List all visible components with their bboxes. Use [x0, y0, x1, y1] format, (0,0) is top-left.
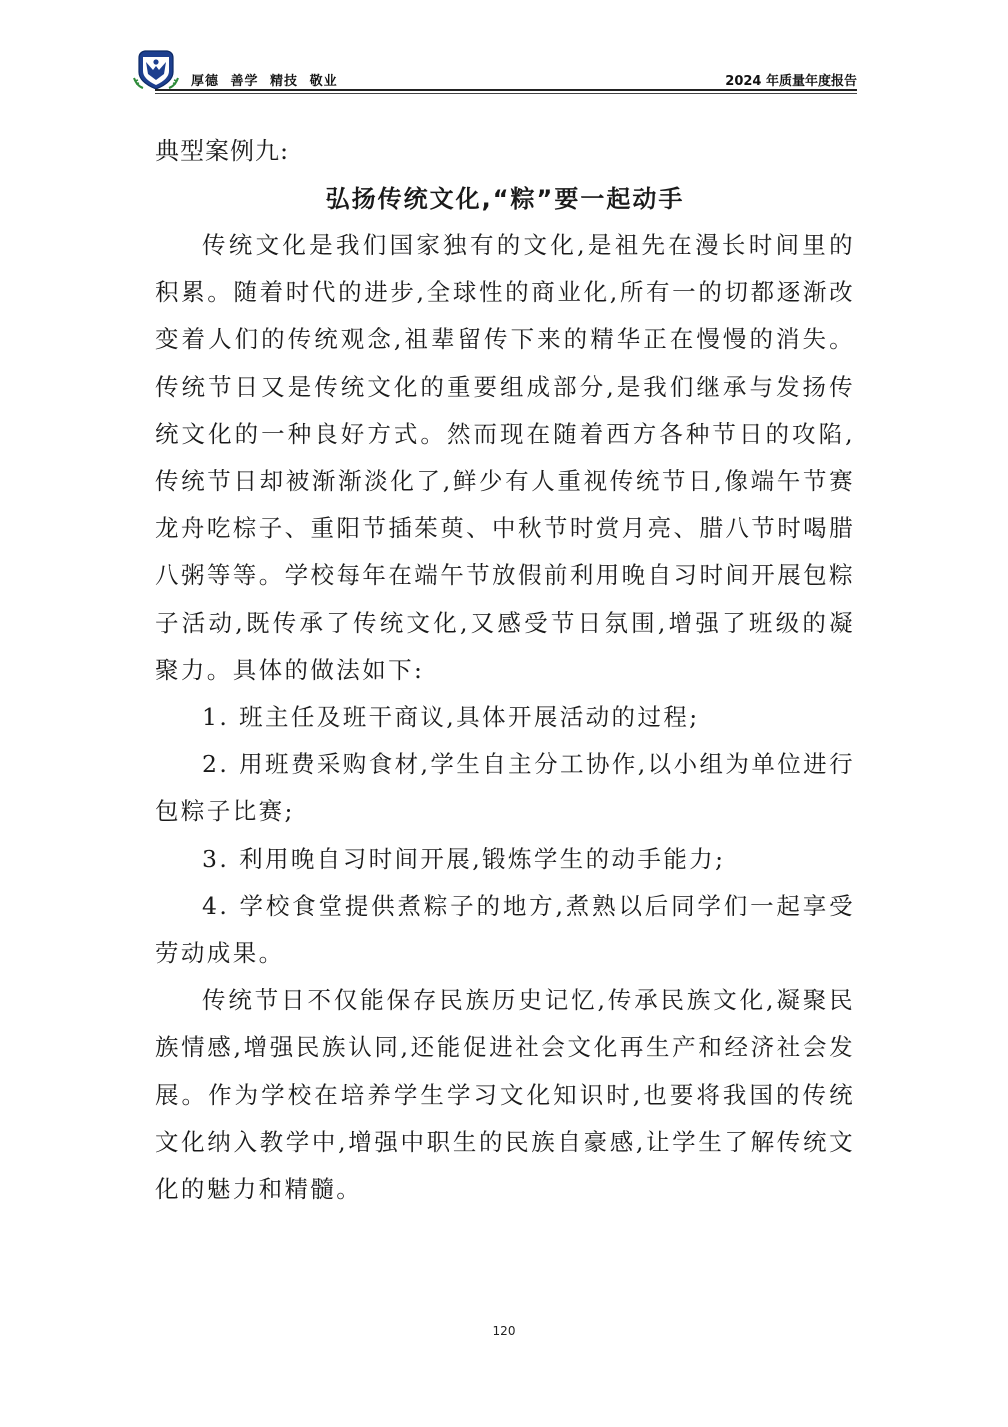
header-divider — [155, 89, 857, 91]
school-crest-icon — [133, 48, 179, 92]
report-title: 2024 年质量年度报告 — [725, 74, 857, 89]
page-header — [133, 48, 857, 92]
case-label: 典型案例九: — [155, 137, 290, 165]
list-item-3: 3. 利用晚自习时间开展,锻炼学生的动手能力; — [202, 844, 726, 873]
paragraph-conclusion: 传统节日不仅能保存民族历史记忆,传承民族文化,凝聚民族情感,增强民族认同,还能促进社会文化再生产和经济社会发展。作为学校在培养学生学习文化知识时,也要将我国的传统文化纳入教学中,增强中职生的民族自豪感,让学生了解传统文化的魅力和精髓。 — [155, 986, 855, 1204]
list-item-1: 1. 班主任及班干商议,具体开展活动的过程; — [202, 703, 700, 732]
article-title: 弘扬传统文化,“粽”要一起动手 — [325, 185, 685, 213]
paragraph-intro: 传统文化是我们国家独有的文化,是祖先在漫长时间里的积累。随着时代的进步,全球性的商业化,所有一的切都逐渐改变着人们的传统观念,祖辈留传下来的精华正在慢慢的消失。传统节日又是传统文化的重要组成部分,是我们继承与发扬传统文化的一种良好方式。然而现在随着西方各种节日的攻陷,传统节日却被渐渐淡化了,鲜少有人重视传统节日,像端午节赛龙舟吃棕子、重阳节插茱萸、中秋节时赏月亮、腊八节时喝腊八粥等等。学校每年在端午节放假前利用晚自习时间开展包粽子活动,既传承了传统文化,又感受节日氛围,增强了班级的凝聚力。具体的做法如下: — [155, 231, 855, 684]
header-divider-thin — [155, 93, 857, 94]
school-motto: 厚德 善学 精技 敬业 — [191, 74, 338, 89]
page-body — [155, 128, 855, 1213]
list-item-4: 4. 学校食堂提供煮粽子的地方,煮熟以后同学们一起享受劳动成果。 — [155, 891, 855, 968]
list-item-2: 2. 用班费采购食材,学生自主分工协作,以小组为单位进行包粽子比赛; — [155, 750, 855, 826]
page-number: 120 — [492, 1324, 516, 1338]
